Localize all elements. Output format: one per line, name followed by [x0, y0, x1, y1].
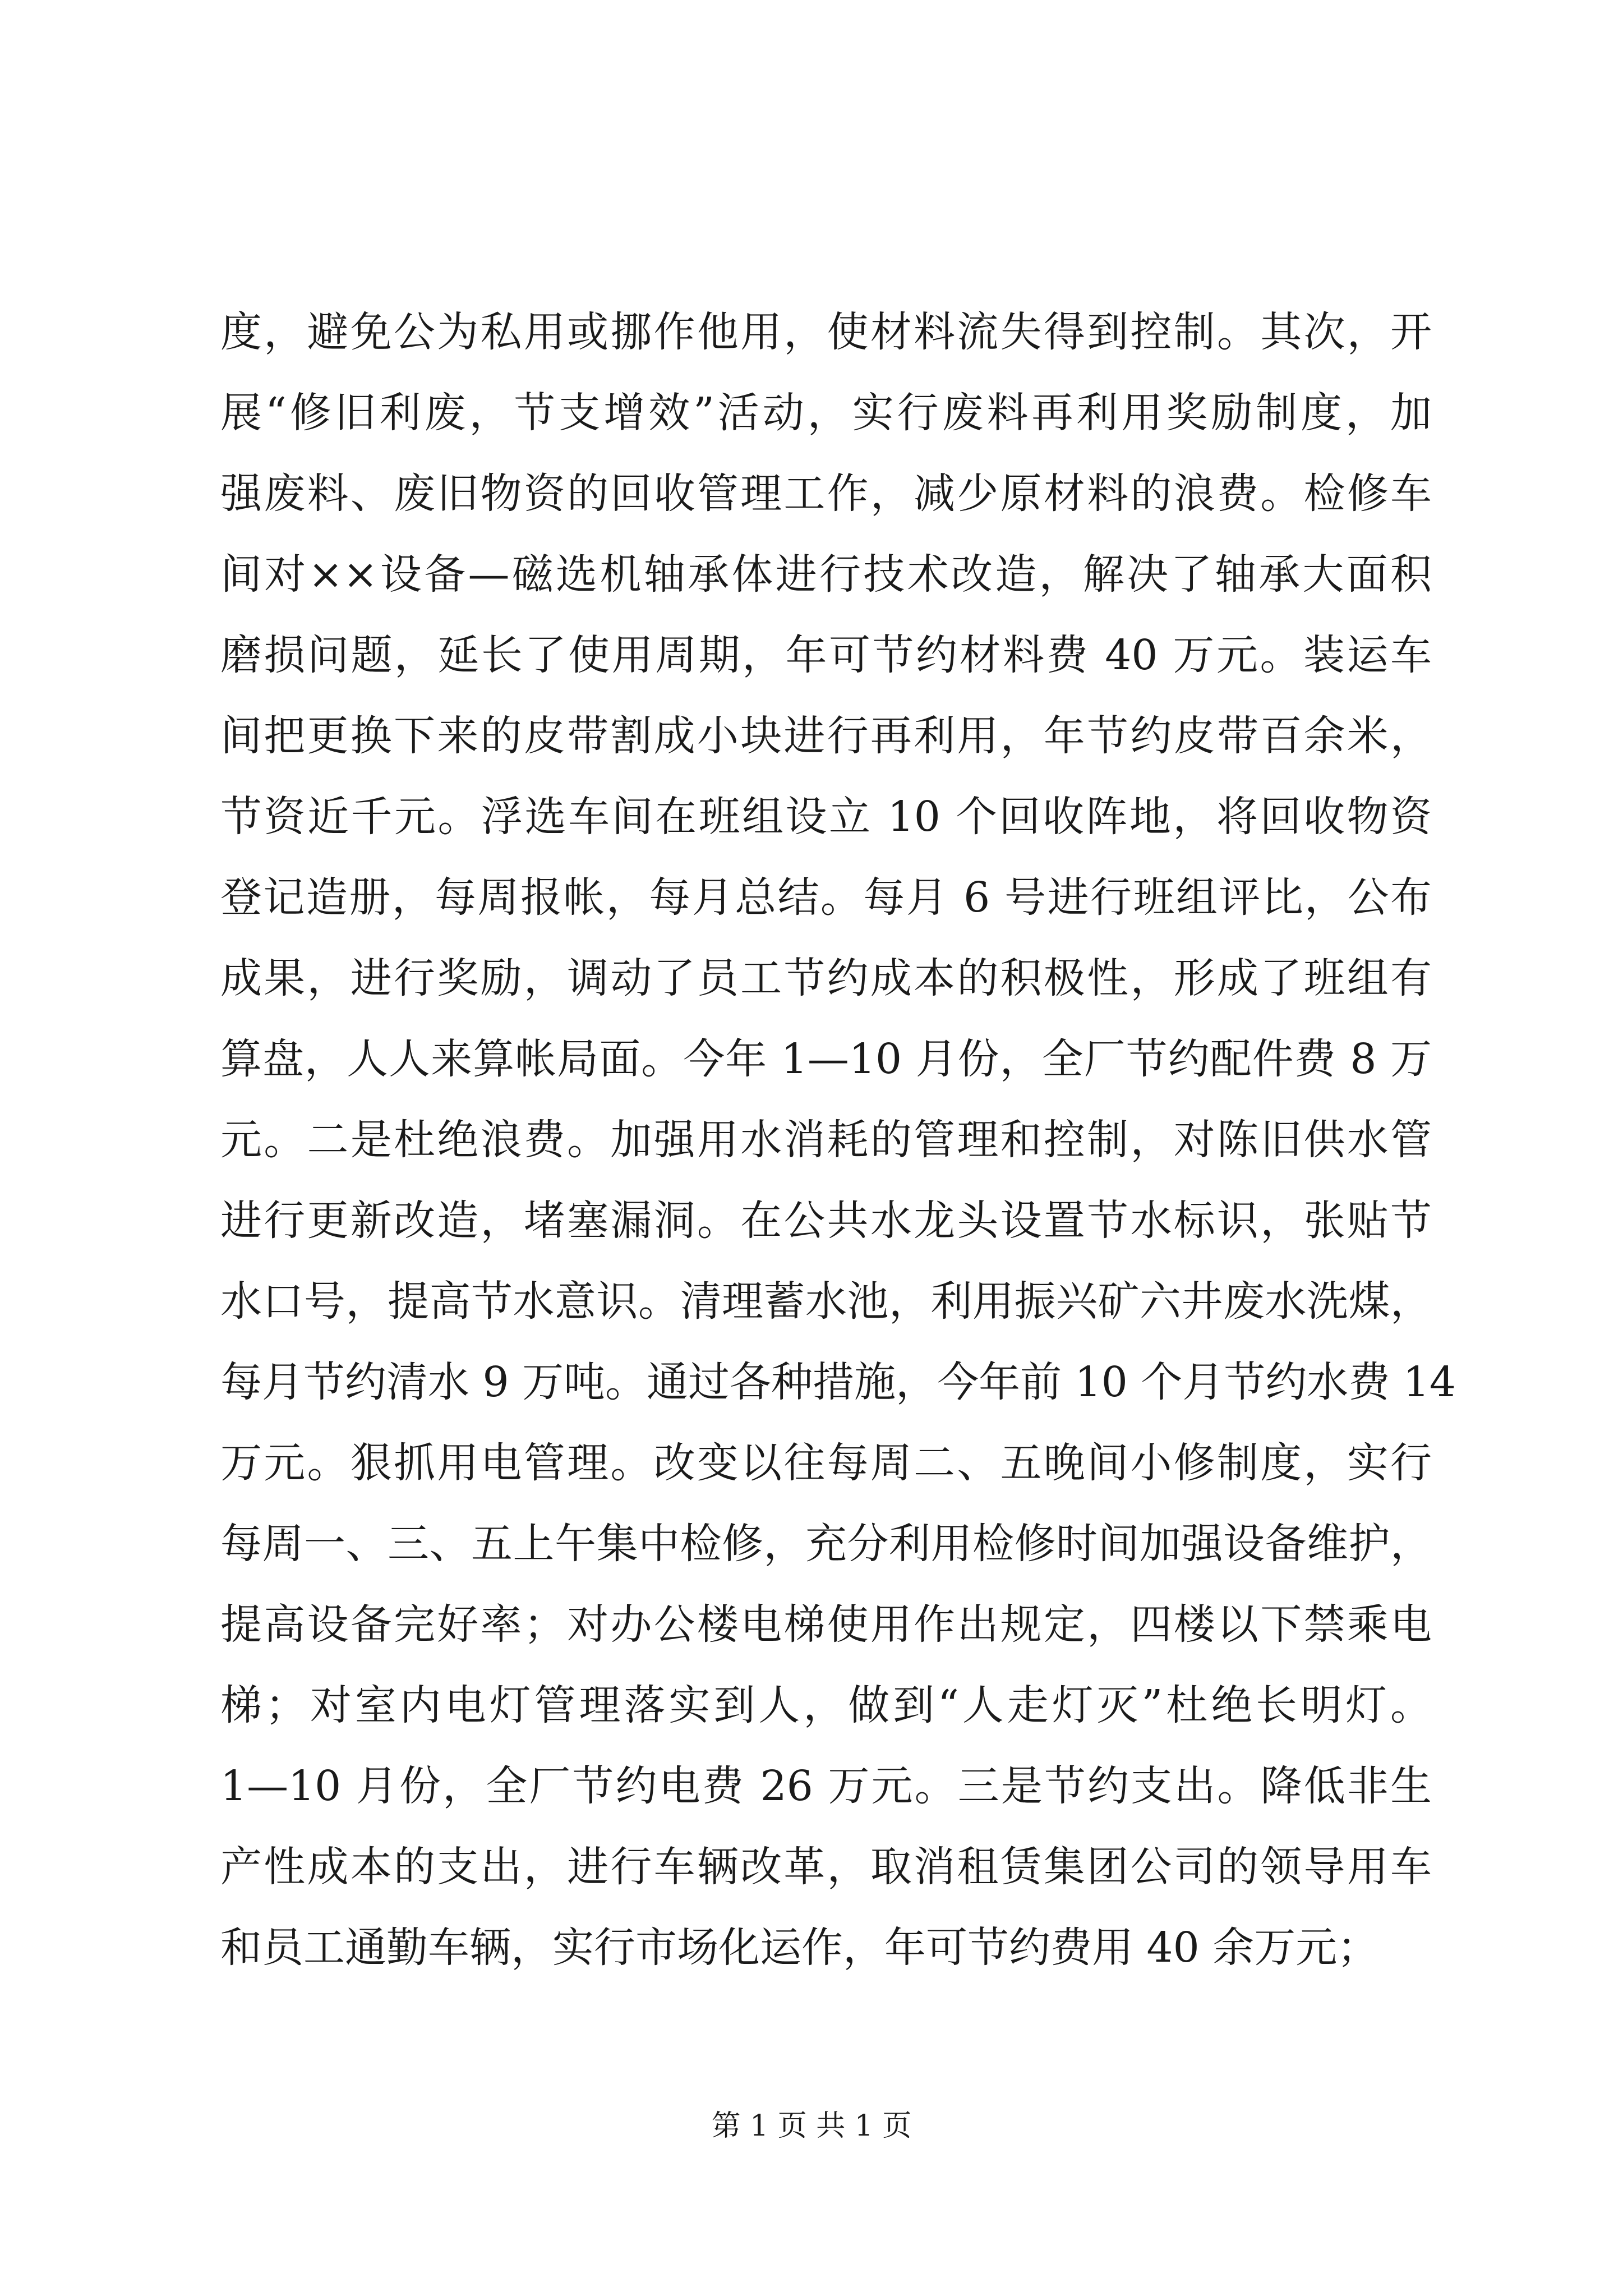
text-line: 水口号，提高节水意识。清理蓄水池，利用振兴矿六井废水洗煤， — [220, 1277, 1432, 1326]
text-line: 节资近千元。浮选车间在班组设立 10 个回收阵地，将回收物资 — [220, 793, 1432, 841]
text-line: 度，避免公为私用或挪作他用，使材料流失得到控制。其次，开 — [220, 308, 1432, 356]
text-line: 提高设备完好率；对办公楼电梯使用作出规定，四楼以下禁乘电 — [220, 1600, 1432, 1649]
text-line: 间对××设备—磁选机轴承体进行技术改造，解决了轴承大面积 — [220, 550, 1432, 599]
text-line: 展“修旧利废，节支增效”活动，实行废料再利用奖励制度，加 — [220, 389, 1432, 437]
text-line: 每月节约清水 9 万吨。通过各种措施，今年前 10 个月节约水费 14 — [220, 1358, 1456, 1406]
text-line: 产性成本的支出，进行车辆改革，取消租赁集团公司的领导用车 — [220, 1843, 1432, 1891]
text-line: 算盘，人人来算帐局面。今年 1—10 月份，全厂节约配件费 8 万 — [220, 1035, 1432, 1083]
text-line: 间把更换下来的皮带割成小块进行再利用，年节约皮带百余米， — [220, 712, 1432, 760]
text-line: 每周一、三、五上午集中检修，充分利用检修时间加强设备维护， — [220, 1520, 1432, 1568]
body-text — [220, 292, 1456, 1988]
page-footer — [0, 2104, 1623, 2148]
text-line: 和员工通勤车辆，实行市场化运作，年可节约费用 40 余万元； — [220, 1924, 1379, 1972]
text-line: 磨损问题，延长了使用周期，年可节约材料费 40 万元。装运车 — [220, 631, 1432, 679]
text-line: 成果，进行奖励，调动了员工节约成本的积极性，形成了班组有 — [220, 954, 1432, 1002]
text-line: 万元。狠抓用电管理。改变以往每周二、五晚间小修制度，实行 — [220, 1439, 1432, 1487]
text-line: 登记造册，每周报帐，每月总结。每月 6 号进行班组评比，公布 — [220, 873, 1432, 922]
text-line: 强废料、废旧物资的回收管理工作，减少原材料的浪费。检修车 — [220, 470, 1432, 518]
text-line: 进行更新改造，堵塞漏洞。在公共水龙头设置节水标识，张贴节 — [220, 1197, 1432, 1245]
page-number-label: 第 1 页 共 1 页 — [711, 2109, 912, 2143]
text-line: 元。二是杜绝浪费。加强用水消耗的管理和控制，对陈旧供水管 — [220, 1116, 1432, 1164]
text-line: 1—10 月份，全厂节约电费 26 万元。三是节约支出。降低非生 — [220, 1762, 1432, 1810]
text-line: 梯；对室内电灯管理落实到人，做到“人走灯灭”杜绝长明灯。 — [220, 1681, 1432, 1729]
